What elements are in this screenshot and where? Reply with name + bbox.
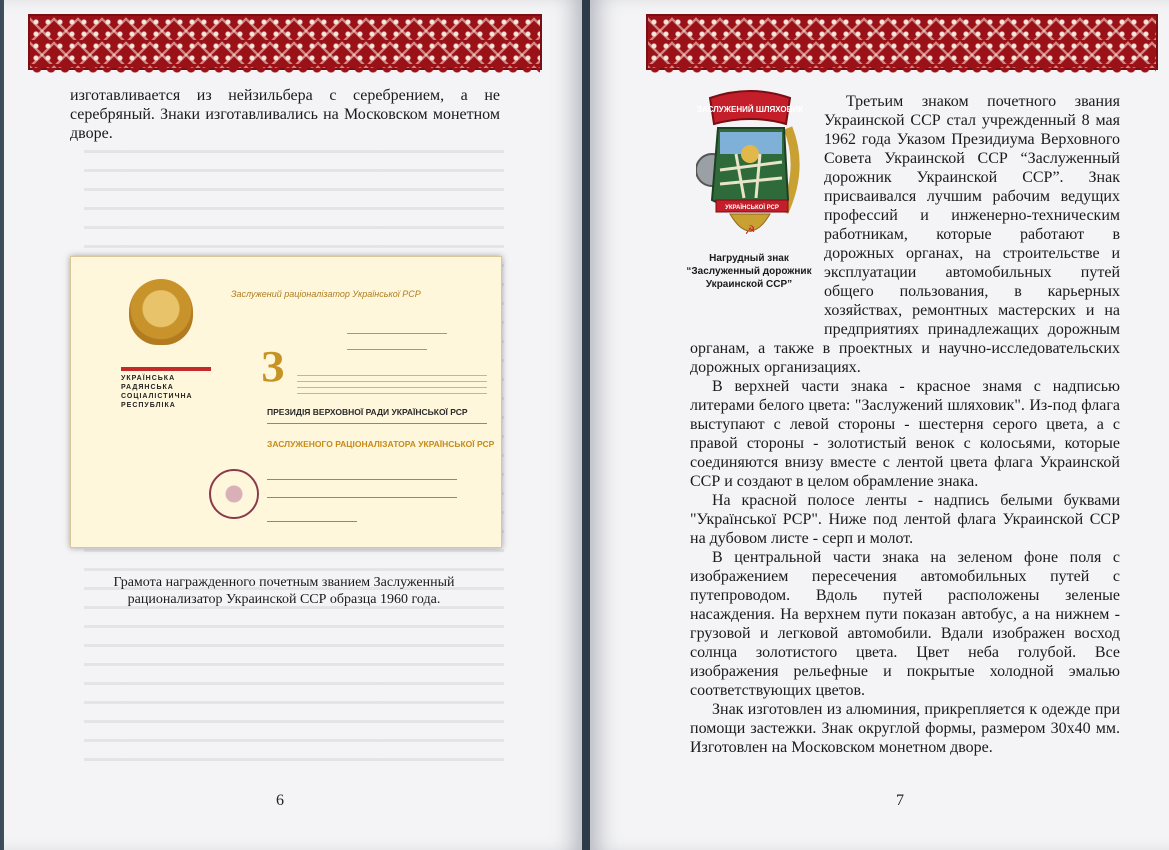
paragraph-4: В центральной части знака на зеленом фоне поля с изображением пересечения автомобильных путей с путепроводом. Вдоль путей расположены зеленые насаждения. На верхнем пути показан автобус, а на нижнем - грузовой и легковой автомобили. Вдали изображен восход солнца золотистого цвета. Цвет неба голубой. Все изображения рельефные и покрытые холодной эмалью соответствующих цветов. bbox=[690, 549, 1120, 699]
left-top-text: изготавливается из нейзильбера с серебрением, а не серебряный. Знаки изготавливались на Московском монетном дворе. bbox=[70, 87, 500, 142]
book-gutter bbox=[582, 0, 590, 850]
cert-name-line bbox=[347, 333, 447, 334]
cert-title: ЗАСЛУЖЕНОГО РАЦІОНАЛІЗАТОРА УКРАЇНСЬКОЇ РСР bbox=[267, 439, 495, 449]
badge-sun-icon bbox=[741, 145, 759, 163]
ussr-emblem-icon bbox=[129, 279, 193, 345]
right-page bbox=[590, 0, 1169, 850]
paragraph-1: Третьим знаком почетного звания Украинской ССР стал учрежденный 8 мая 1962 года Указом Президиума Верховного Совета Украинской ССР “Заслуженный дорожник Украинской ССР”. Знак присваивался лучшим рабочим ведущих профессий и инженерно-техническим работникам, которые работают в дорожных органах, на строительстве и эксплуатации автомобильных путей общего пользования, в карьерных хозяйствах, ремонтных мастерских и на предприятиях принадлежащих дорожным органам, а также в проектных и научно-исследовательских дорожных организациях. bbox=[690, 93, 1120, 376]
paragraph-3: На красной полосе ленты - надпись белыми буквами "Української РСР". Ниже под лентой флага Украинской ССР на дубовом листе - серп и молот. bbox=[690, 492, 1120, 547]
cert-initial-letter: З bbox=[261, 342, 285, 391]
sickle-hammer-icon: ☭ bbox=[744, 223, 756, 237]
cert-republic-label: УКРАЇНСЬКА РАДЯНСЬКА СОЦІАЛІСТИЧНА РЕСПУБЛІКА bbox=[121, 367, 211, 410]
badge-ribbon-text: УКРАЇНСЬКОЇ РСР bbox=[725, 205, 779, 211]
badge-banner-text: ЗАСЛУЖЕНИЙ ШЛЯХОВИК bbox=[697, 105, 803, 114]
cert-small-text bbox=[297, 375, 487, 397]
left-page bbox=[4, 0, 582, 850]
page-number-right: 7 bbox=[896, 792, 904, 809]
embroidery-ornament-right bbox=[646, 14, 1158, 70]
cert-name-line-2 bbox=[347, 349, 427, 350]
page-number-left: 6 bbox=[276, 792, 284, 809]
cert-sign-line-1 bbox=[267, 479, 457, 480]
embroidery-ornament-left bbox=[28, 14, 542, 70]
cert-header: Заслужений раціоналізатор Української РСР bbox=[231, 289, 421, 299]
certificate-caption: Грамота награжденного почетным званием Заслуженный рационализатор Украинской ССР образца 1960 года. bbox=[113, 575, 455, 607]
cert-date-line bbox=[267, 521, 357, 522]
cert-sign-line-2 bbox=[267, 497, 457, 498]
cert-decree-line bbox=[267, 423, 487, 424]
cert-seal-icon bbox=[209, 469, 259, 519]
paragraph-5: Знак изготовлен из алюминия, прикрепляется к одежде при помощи застежки. Знак округлой формы, размером 30х40 мм. Изготовлен на Московском монетном дворе. bbox=[690, 701, 1120, 756]
cert-presidium: ПРЕЗИДІЯ ВЕРХОВНОЇ РАДИ УКРАЇНСЬКОЇ РСР bbox=[267, 407, 468, 417]
paragraph-2: В верхней части знака - красное знамя с надписью литерами белого цвета: "Заслужений шляховик". Из-под флага выступают с левой стороны - шестерня серого цвета, а с правой стороны - золотистый венок с колосьями, которые соединяются внизу вместе с лентой цвета флага Украинской ССР и создают в целом обрамление знака. bbox=[690, 378, 1120, 490]
certificate-image bbox=[70, 256, 502, 548]
badge-caption: Нагрудный знак “Заслуженный дорожник Украинской ССР” bbox=[686, 253, 812, 290]
badge-image bbox=[696, 88, 804, 248]
